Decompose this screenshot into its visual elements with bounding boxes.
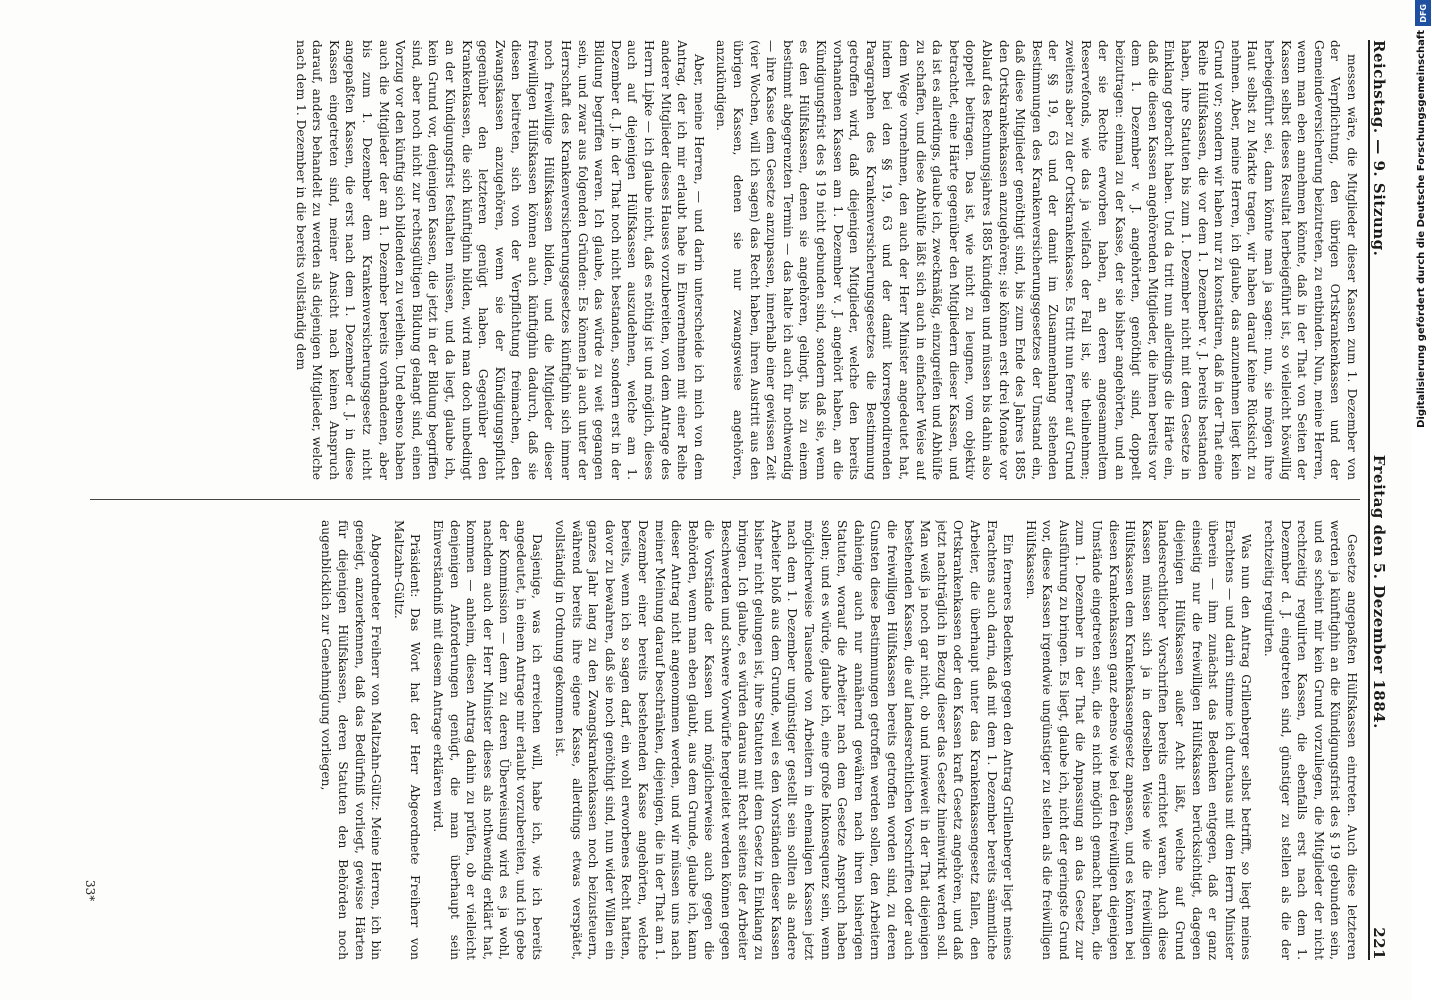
paragraph: Ein ferneres Bedenken gegen den Antrag Grillenberger liegt meines Erachtens auch darin, daß mit dem 1. Dezember bereits sämmtliche Arbeiter, die überhaupt unter das Krankenkassengesetz fallen, den Ortskrankenkassen oder den Kassen kraft Gesetz angehören, und daß jetzt nachträglich in Bezug dieser das Gesetz hineinwirkt werden soll. Man weiß ja noch gar nicht, ob und inwieweit in der That diejenigen bestehenden Kassen, die auf landesrechtlichen Vorschriften oder auch die freiwilligen Hülfskassen bereits getroffen worden sind, zu deren Gunsten diese Bestimmungen getroffen werden sollen, den Arbeitern dahienige auch nur annähernd gewähren nach ihren bisherigen Statuten, worauf die Arbeiter nach dem Gesetze Anspruch haben sollen; und es würde, glaube ich, eine große Inkonsequenz sein, wenn möglicherweise Tausende von Arbeitern in ehemaligen Kassen jetzt nach dem 1. Dezember ungünstiger gestellt sein sollten als andere Arbeiter bloß aus dem Grunde, weil es den Vorständen dieser Kassen bisher nicht gelungen ist, ihre Statuten mit dem Gesetz in Einklang zu bringen. Ich glaube, es würden daraus mit Recht seitens der Arbeiter Beschwerden und schwere Vorwürfe hergeleitet werden können gegen die Vorstände der Kassen und möglicherweise auch gegen die Behörden, wenn man eben glaubt, aus dem Grunde, glaube ich, kann dieser Antrag nicht angenommen werden, und wir müssen uns nach meiner Meinung darauf beschränken, diejenigen, die in der That am 1. Dezember einer bereits bestehenden Kasse angehörten, welche bereits, wenn ich so sagen darf, ein wohl erworbenes Recht hatten, davor zu bewahren, daß sie noch genöthigt sind, nun wider Willen ein ganzes Jahr lang zu den Zwangskrankenkassen noch beizusteuern, während bereits ihre eigene Kasse, allerdings etwas verspätet, vollständig in Ordnung gekommen ist.	[553, 520, 1016, 960]
page-number: 221	[1370, 927, 1388, 960]
header-title: Freitag den 5. Dezember 1884.	[1370, 454, 1388, 729]
paragraph: messen wäre, die Mitglieder dieser Kassen zum 1. Dezember von der Verpflichtung, den übrigen Ortskrankenkassen und der Gemeindeversicherung beizutreten, zu entbinden. Nun, meine Herren, wenn man eben annehmen könnte, daß in der That von Seiten der Kassen selbst dieses Resultat herbeigeführt ist, so vielleicht böswillig herbeigeführt sei, dann könnte man ja sagen: nun, sie mögen ihre Haut selbst zu Markte tragen, wir haben darauf keine Rücksicht zu nehmen. Aber, meine Herren, ich glaube, das anzunehmen liegt kein Grund vor; sondern wir haben nur zu konstatiren, daß in der That eine Reihe Hülfskassen, die vor dem 1. Dezember v. J. bereits bestanden haben, ihre Statuten bis zum 1. Dezember nicht mit dem Gesetze in Einklang gebracht haben. Und da tritt nun allerdings die Härte ein, daß die diesen Kassen angehörenden Mitglieder, die ihnen bereits vor dem 1. Dezember v. J. angehörten, genöthigt sind, doppelt beizutragen: einmal zu der Kasse, der sie bisher angehörten, und an der sie Rechte erworben haben, an deren angesammeltem Reservefonds, wie das ja vielfach der Fall ist, sie theilnehmen; zweitens aber zu der Ortskrankenkasse. Es tritt nun ferner auf Grund der §§ 19, 63 und der damit im Zusammenhang stehenden Bestimmungen des Krankenversicherungsgesetzes der Umstand ein, daß diese Mitglieder genöthigt sind, bis zum Ende des Jahres 1885 den Ortskrankenkassen anzugehören; sie können erst drei Monate vor Ablauf des Rechnungsjahres 1885 kündigen und müssen bis dahin also doppelt beitragen. Das ist, wie nicht zu leugnen, vom objektiv betrachtet, eine Härte gegenüber den Mitgliedern dieser Kassen, und da ist es allerdings, glaube ich, zweckmäßig, einzugreifen und Abhülfe zu schaffen, und diese Abhülfe läßt sich auch in einfacher Weise auf dem Wege vornehmen, den auch der Herr Minister angedeutet hat, indem bei den §§ 19, 63 und der damit korrespondirenden Paragraphen des Krankenversicherungsgesetzes die Bestimmung getroffen wird, daß diejenigen Mitglieder, welche den bereits vorhandenen Kassen am 1. Dezember v. J. angehört haben, an die Kündigungsfrist des § 19 nicht gebunden sind, sondern daß sie, wenn es den Hülfskassen, denen sie angehören, gelingt, bis zu einem bestimmt abgegrenzten Termin — das halte ich auch für nothwendig — ihre Kasse dem Gesetze anzupassen, innerhalb einer gewissen Zeit (vier Wochen, will ich sagen) das Recht haben, ihren Austritt aus den übrigen Kassen, denen sie nur zwangsweise angehören, anzukündigen.	[714, 40, 1359, 480]
dfg-credit-text: Digitalisierung gefördert durch die Deutsche Forschungsgemeinschaft	[1416, 30, 1427, 428]
paragraph: Was nun den Antrag Grillenberger selbst betrifft, so liegt meines Erachtens — und darin stimme ich durchaus mit dem Herrn Minister überein — ihm zunächst das Bedenken entgegen, daß er ganz einseitig nur die freiwilligen Hülfskassen berücksichtigt, dagegen diejenigen Hülfskassen außer Acht läßt, welche auf Grund landesrechtlicher Vorschriften bereits errichtet waren. Auch diese Kassen müssen sich ja in derselben Weise wie die freiwilligen Hülfskassen dem Krankenkassengesetz anpassen, und es können bei diesen Krankenkassen ganz ebenso wie bei den freiwilligen diejenigen Umstände eingetreten sein, die es nicht möglich gemacht haben, die zum 1. Dezember in der That die Anpassung an das Gesetz zur Ausführung zu bringen. Es liegt, glaube ich, nicht der geringste Grund vor, diese Kassen irgendwie ungünstiger zu stellen als die freiwilligen Hülfskassen.	[1023, 520, 1254, 960]
signature-mark: 33*	[83, 880, 97, 902]
dfg-badge-text: DFG	[1418, 3, 1428, 23]
left-column	[90, 40, 1360, 480]
dfg-sidebar	[1412, 0, 1432, 1000]
paragraph: Gesetze angepaßten Hülfskassen eintreten. Auch diese letzteren werden ja künftighin an die Kündigungsfrist des § 19 gebunden sein, und es scheint mir kein Grund vorzuliegen, die Mitglieder der nicht rechtzeitig regulirten Kassen, die ebenfalls erst nach dem 1. Dezember d. J. eingetreten sind, günstiger zu stellen als die der rechtzeitig regulirten.	[1262, 520, 1359, 960]
right-column	[90, 520, 1360, 960]
speaker-paragraph: Präsident: Das Wort hat der Herr Abgeordnete Freiherr von Maltzahn-Gültz.	[391, 520, 423, 960]
dfg-logo-badge	[1415, 0, 1431, 26]
page-header	[1368, 40, 1404, 960]
paragraph: Aber, meine Herren, — und darin unterscheide ich mich von dem Antrag, der ich mir erlaubt habe in Einvernehmen mit einer Reihe anderer Mitglieder dieses Hauses vorzubereiten, von dem Antrage des Herrn Lipke — ich glaube nicht, daß es nöthig ist und möglich, dieses auch auf diejenigen Hülfskassen auszudehnen, welche am 1. Dezember d. J. in der That noch nicht bestanden, sondern erst in der Bildung begriffen waren. Ich glaube, das würde zu weit gegangen sein, und zwar aus folgenden Gründen: Es können ja auch unter der Herrschaft des Krankenversicherungsgesetzes künftighin sich immer noch freiwillige Hülfskassen bilden, und die Mitglieder dieser freiwilligen Hülfskassen können auch künftighin dadurch, daß sie diesen beitreten, sich von der Verpflichtung freimachen, den Zwangskassen anzugehören, wenn sie der Kündigungspflicht gegenüber den letzteren genügt haben. Gegenüber den Krankenkassen, die sich künftighin bilden, wird man doch unbedingt an der Kündigungsfrist festhalten müssen, und da liegt, glaube ich, kein Grund vor, denjenigen Kassen, die jetzt in der Bildung begriffen sind, aber noch nicht zur rechtsgültigen Bildung gelangt sind, einen Vorzug vor den künftig sich bildenden zu verleihen. Und ebenso haben auch die Mitglieder der am 1. Dezember bereits vorhandenen, aber bis zum 1. Dezember dem Krankenversicherungsgesetz nicht angepaßten Kassen, die erst nach dem 1. Dezember d. J. in diese Kassen eingetreten sind, meiner Ansicht nach keinen Anspruch darauf, anders behandelt zu werden als diejenigen Mitglieder, welche nach dem 1. Dezember in die bereits vollständig dem	[293, 40, 706, 480]
paragraph: Dasjenige, was ich erreichen will, habe ich, wie ich bereits angedeutet, in einem Antrage mir erlaubt vorzubereiten, und ich gebe der Kommission — denn zu deren Überweisung wird es ja wohl, nachdem auch der Herr Minister dieses als nothwendig erklärt hat, kommen — anheim, diesen Antrag dahin zu prüfen, ob er vielleicht denjenigen Anforderungen genügt, die man überhaupt sein Einverständniß mit diesem Antrage erklären wird.	[430, 520, 545, 960]
header-left: Reichstag. — 9. Sitzung.	[1370, 40, 1388, 257]
column-divider	[90, 499, 1360, 500]
dfg-credit	[1416, 30, 1430, 590]
speaker-paragraph: Abgeordneter Freiherr von Maltzahn-Gültz: Meine Herren, ich bin geneigt, anzuerkennen, daß das Bedürfniß vorliegt, gewisse Härten für diejenigen Hülfskassen, deren Statuten den Behörden noch augenblicklich zur Genehmigung vorliegen,	[319, 520, 384, 960]
